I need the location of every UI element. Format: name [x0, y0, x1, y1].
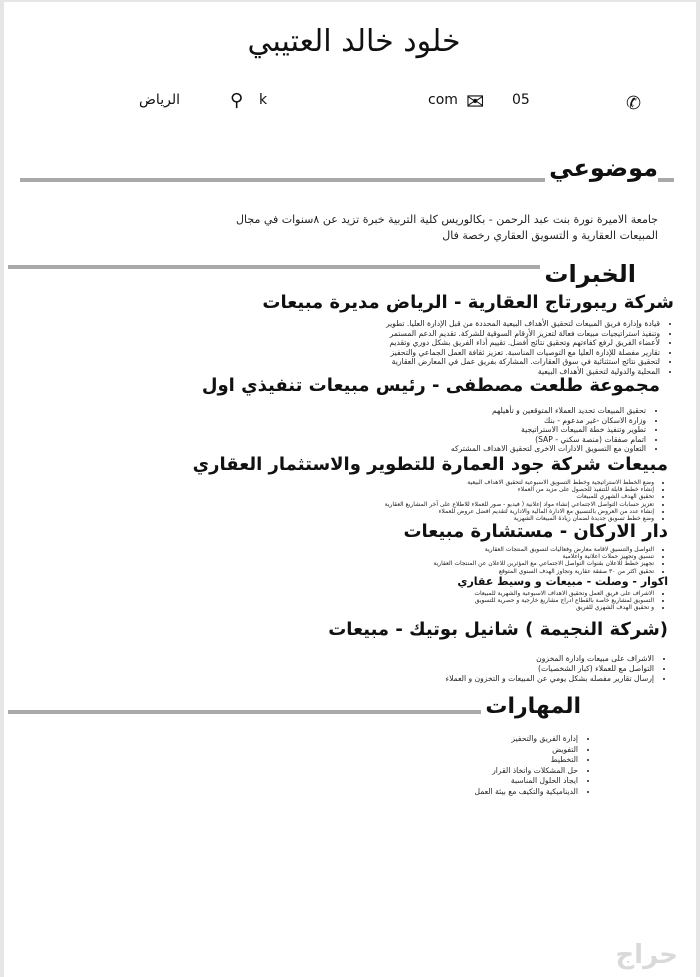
list-item: • تحقيق الهدف الشهري للمبيعات [193, 493, 654, 500]
list-item: • التخطيط [474, 755, 578, 766]
list-item: • الاشراف على فريق العمل وتحقيق الاهداف الاسبوعية والشهرية للمبيعات [403, 590, 654, 597]
list-item: • تحقيق المبيعات تحديد العملاء المتوقعين و تأهيلهم [202, 406, 646, 416]
job-1 [262, 292, 674, 377]
objective-text [236, 212, 658, 244]
job-heading: مجموعة طلعت مصطفى - رئيس مبيعات تنفيذي اول [201, 375, 660, 396]
list-item: • إرسال تقارير مفصله بشكل يومي عن المبيعات و التخزون و العملاء [328, 674, 654, 684]
list-item: • وتنفيذ استراتيجيات مبيعات فعالة لتعزيز الأرقام السوقية للشركة. تقديم الدعم المستمر [262, 329, 660, 339]
location-prefix: k [259, 92, 268, 108]
list-item: • وضع الخطط الاستراتيجية وخطط التسويق الاسبوعية لتحقيق الاهداف البيعية [193, 479, 654, 486]
job-2 [202, 375, 660, 454]
list-item: • تطوير وتنفيذ خطة المبيعات الاستراتيجية [202, 425, 646, 435]
list-item: • المحلية والدولية لتحقيق الأهداف البيعية [262, 367, 660, 377]
phone-icon: ✆ [626, 93, 642, 114]
list-item: • لتحقيق نتائج استثنائية في سوق العقارات. المشاركة بفريق عمل في المعارض العقارية [262, 357, 660, 367]
list-item: • اتمام صفقات (منصة سكني - SAP) [202, 435, 646, 445]
objective-line: جامعة الاميرة نورة بنت عبد الرحمن - بكالوريس كلية التربية خبرة تزيد عن ٨سنوات في مجال [236, 213, 658, 226]
list-item: • لأعضاء الفريق لرفع كفاءتهم وتحقيق نتائج أفضل. تقييم أداء الفريق بشكل دوري وتقديم [262, 338, 660, 348]
cv-page [4, 2, 696, 977]
list-item: • التفويض [474, 745, 578, 756]
list-item: • الديناميكية والتكيف مع بيئة العمل [474, 787, 578, 798]
phone-number: 05 [512, 92, 530, 108]
job-heading: شركة ريبورتاج العقارية - الرياض مديرة مبيعات [262, 292, 674, 313]
envelope-icon: ✉ [466, 90, 485, 115]
job-heading: (شركة النجيمة ) شانيل بوتيك - مبيعات [328, 619, 668, 640]
list-item: • التواصل والتنسيق لاقامة معارض وفعاليات لتسويق المنتجات العقارية [403, 546, 654, 553]
divider [8, 265, 608, 269]
list-item: • تحقيق اكثر من ٣٠ صفقة عقارية وتجاوز الهدف السنوي المتوقع [403, 568, 654, 575]
list-item: • إنشاء خطط قابلة للتنفيذ للحصول على مزيد من العملاء [193, 486, 654, 493]
list-item: • تقارير مفصلة للإدارة العليا مع التوصيات المناسبة. تعزيز ثقافة العمل الجماعي والتحفيز [262, 348, 660, 358]
list-item: • التسويق لمشاريع خاصة بالقطاع ادراج مشاريع خارجية و حصرية للتسويق [403, 597, 654, 604]
job-heading: دار الاركان - مستشارة مبيعات [403, 521, 668, 542]
location-person-icon: ⚲ [230, 90, 244, 111]
job-heading: مبيعات شركة جود العمارة للتطوير والاستثمار العقاري [192, 454, 668, 475]
list-item: • قيادة وإدارة فريق المبيعات لتحقيق الأهداف البيعية المحددة من قبل الإدارة العليا. تطوير [262, 319, 660, 329]
job-5 [328, 619, 668, 684]
list-item: • حل المشكلات واتخاذ القرار [474, 766, 578, 777]
skills-list [474, 734, 592, 797]
list-item: • التواصل مع للعملاء (كبار الشخصيات) [328, 664, 654, 674]
candidate-name: خلود خالد العتيبي [247, 24, 461, 59]
list-item: • وزارة الاسكان -غير مدعوم - بنك [202, 416, 646, 426]
watermark-logo: حراج [615, 940, 678, 970]
list-item: • تجهيز خطط للاعلان بقنوات التواصل الاجتماعي مع المؤثرين للاعلان عن المنتجات العقارية [403, 560, 654, 567]
objective-line: المبيعات العقارية و التسويق العقاري رخصة فال [442, 229, 658, 242]
list-item: • الاشراف على مبيعات وادارة المخزون [328, 654, 654, 664]
skills-title: المهارات [481, 694, 581, 719]
objective-title: موضوعي [545, 154, 658, 182]
list-item: • تعزيز حسابات التواصل الاجتماعي إنشاء مواد إعلانية ( فيديو - صور للعملاء للاطلاع على آخر المشاريع العقارية [193, 501, 654, 508]
sub-job-heading: اكوار - وصلت - مبيعات و وسيط عقاري [457, 574, 668, 588]
job-3 [193, 454, 668, 522]
list-item: • التعاون مع التسويق الادارات الاخرى لتحقيق الاهداف المشتركه [202, 444, 646, 454]
list-item: • و تحقيق الهدف الشهري للفريق [403, 604, 654, 611]
list-item: • إنشاء عدد من العروض بالتنسيق مع الادارة المالية والادارية لتقديم افضل عروض للعملاء [193, 508, 654, 515]
list-item: • إدارة الفريق والتحفيز [474, 734, 578, 745]
experience-title: الخبرات [540, 260, 636, 288]
list-item: • تنسيق وتجهيز حملات اعلانية واعلامية [403, 553, 654, 560]
list-item: • وضع خطط تسويق جديدة لضمان زيادة المبيعات الشهرية [193, 515, 654, 522]
job-4 [403, 521, 668, 611]
city: الرياض [139, 92, 180, 108]
email-address: com [428, 92, 458, 108]
list-item: • ايجاد الحلول المناسبة [474, 776, 578, 787]
